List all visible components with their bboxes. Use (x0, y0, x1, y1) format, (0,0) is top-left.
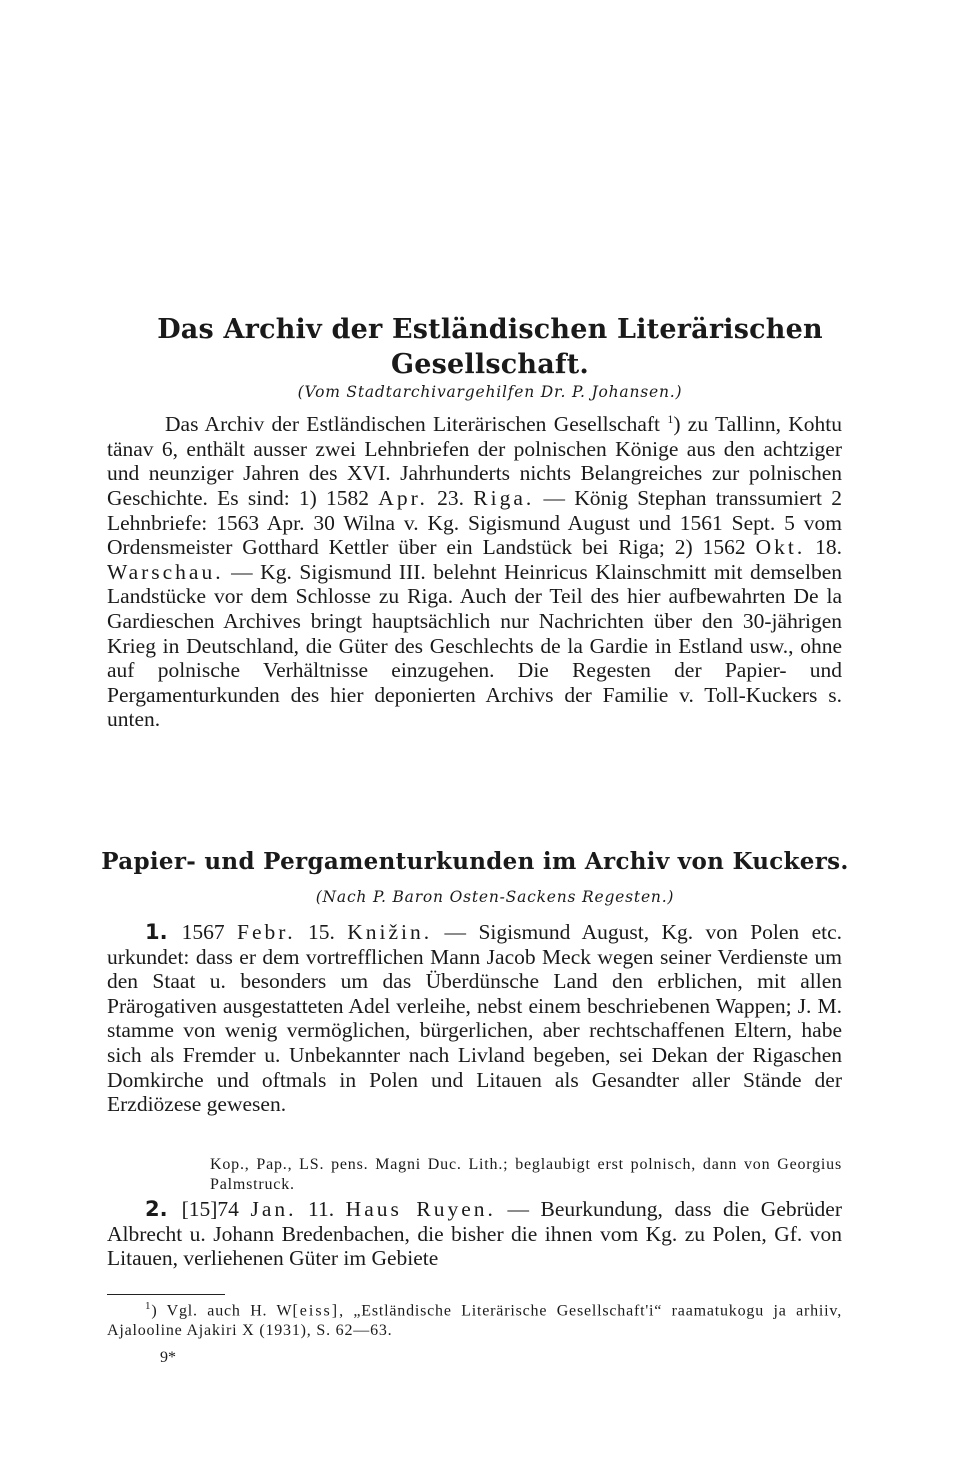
entry-number: 1. (145, 920, 168, 944)
footnote-author: [eiss] (292, 1302, 340, 1320)
date-month: Apr. (378, 485, 428, 510)
entry-text: — Beurkundung, dass die Gebrüder Albrecht u. Johann Bredenbachen, die bisher die ihnen vom Kg. zu Polen, Gf. von Litauen, verliehenen Güter im Gebiete (107, 1197, 842, 1271)
intro-text: — Kg. Sigismund III. belehnt Heinricus Klainschmitt mit demselben Landstücke vor dem Schlosse zu Riga. Auch der Teil des hier aufbewahrten De la Gardieschen Archives bringt hauptsächlich nur Nachrichten über den 30-jährigen Krieg in Deutschland, die Güter des Geschlechts de la Gardie in Estland usw., ohne auf polnische Verhältnisse einzugehen. Die Regesten der Papier- und Pergamenturkunden des hier deponierten Archivs der Familie v. Toll-Kuckers s. unten. (107, 559, 842, 732)
date-month: Okt. (755, 535, 806, 560)
footnote (107, 1296, 842, 1341)
intro-text: Das Archiv der Estländischen Literärischen Gesellschaft (165, 412, 660, 437)
section-source: (Nach P. Baron Osten-Sackens Regesten.) (315, 888, 675, 906)
page-marker: 9* (160, 1349, 176, 1366)
entry-place: Haus Ruyen. (345, 1197, 496, 1221)
entry-text: — Sigismund August, Kg. von Polen etc. urkundet: dass er dem vortrefflichen Mann Jacob Meck wegen seiner Verdienste um den Staat u. besonders um das Überdünsche Land den erblichen, mit allen Prärogativen ausgestatteten Adel verleihe, nebst einem beschriebenen Wappen; J. M. stamme von wenig vermöglichen, bürgerlichen, aber rechtschaffenen Eltern, habe sich als Fremder u. Unbekannter nach Livland begeben, sei Dekan der Rigaschen Domkirche und oftmals in Polen und Litauen als Gesandter aller Stände der Erzdiözese gewesen. (107, 920, 842, 1117)
place-name: Warschau. (107, 559, 224, 584)
footnote-divider (107, 1294, 225, 1295)
footnote-text: ) Vgl. auch H. W (151, 1302, 293, 1320)
intro-text: — König Stephan transsumiert 2 Lehnbriefe: 1563 Apr. 30 Wilna v. Kg. Sigismund August und 1561 Sept. 5 vom Ordensmeister Gotthard Kettler über ein Landstück bei Riga; 2) 1562 (107, 485, 842, 560)
entry-day: 15. (295, 920, 348, 944)
article-title (100, 312, 880, 382)
place-name: Riga. (473, 485, 535, 510)
intro-text: ) zu Tallinn, Kohtu tänav 6, enthält ausser zwei Lehnbriefen der polnischen Könige aus den achtziger und neunziger Jahren des XVI. Jahrhunderts nichts Belangreiches zur polnischen Geschichte. Es sind: 1) 1582 (107, 412, 842, 510)
section-heading: Papier- und Pergamenturkunden im Archiv von Kuckers. (101, 848, 849, 875)
entry-year: [15]74 (181, 1197, 239, 1221)
entry-place: Knižin. (347, 920, 433, 944)
entry-1 (107, 920, 842, 1117)
entry-month: Jan. (250, 1197, 297, 1221)
entry-day: 11. (296, 1197, 346, 1221)
intro-text: 23. (427, 485, 474, 510)
article-title-line-2: Gesellschaft. (391, 349, 589, 380)
entry-1-note: Kop., Pap., LS. pens. Magni Duc. Lith.; beglaubigt erst polnisch, dann von Georgius Palmstruck. (210, 1156, 842, 1193)
entry-2 (107, 1197, 842, 1271)
entry-number: 2. (145, 1197, 168, 1221)
intro-paragraph (107, 407, 842, 732)
footnote-text: , „Estländische Literärische Gesellschaft'i“ raamatukogu ja arhiiv, Ajalooline Ajakiri X (1931), S. 62—63. (107, 1302, 842, 1340)
author-byline: (Vom Stadtarchivargehilfen Dr. P. Johansen.) (297, 383, 683, 401)
entry-month: Febr. (236, 920, 296, 944)
intro-text: 18. (805, 535, 843, 560)
entry-year: 1567 (181, 920, 225, 944)
footnote-mark: 1 (145, 1300, 152, 1312)
footnote-reference: 1 (667, 412, 674, 426)
article-title-line-1: Das Archiv der Estländischen Literärischen (157, 314, 823, 345)
